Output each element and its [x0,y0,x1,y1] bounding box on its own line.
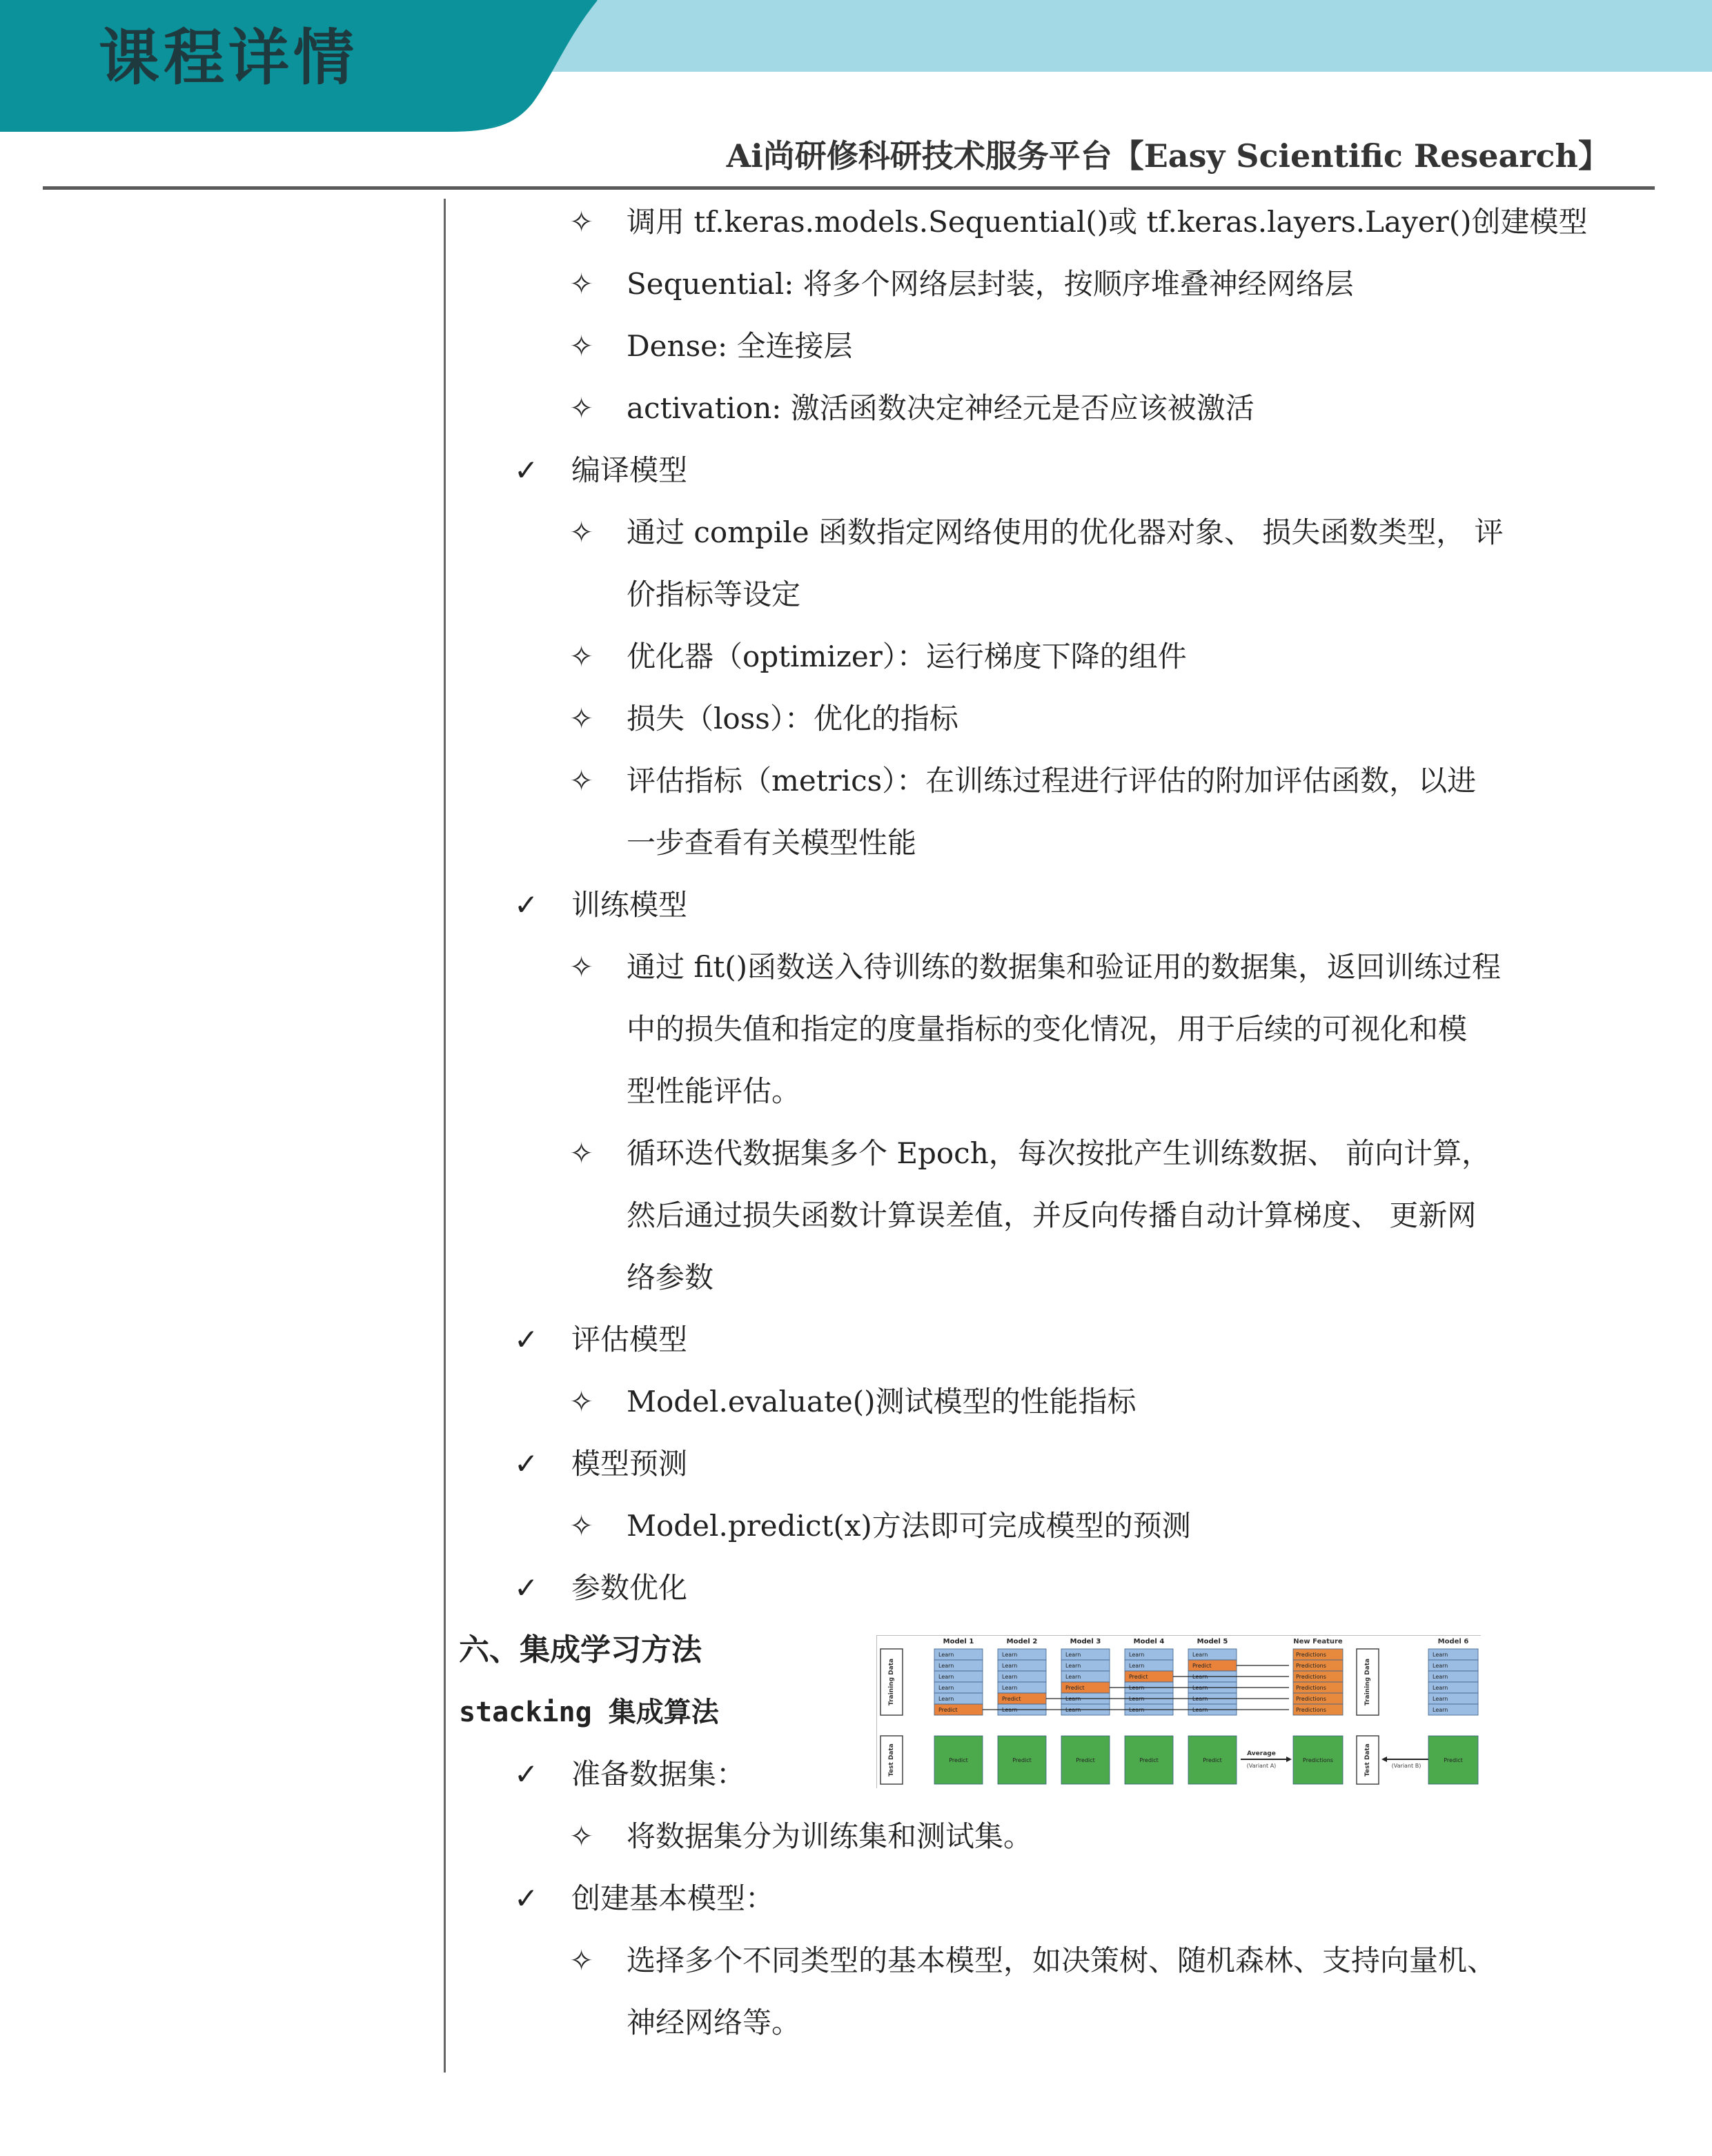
learn-cell-label: Learn [1065,1707,1081,1713]
learn-cell-label: Learn [1192,1652,1208,1658]
check-icon: ✓ [514,1571,539,1605]
learn-cell-label: Learn [1002,1674,1018,1680]
bullet-text: 选择多个不同类型的基本模型，如决策树、随机森林、支持向量机、 [627,1944,1497,1977]
variant-a-label: (Variant A) [1246,1763,1277,1769]
learn-cell-label: Learn [1192,1696,1208,1702]
learn-cell-label: Learn [1129,1707,1145,1713]
model6-label: Model 6 [1437,1638,1469,1645]
header-rule [43,186,1655,190]
bullet-text-cont: 神经网络等。 [627,2006,801,2039]
diamond-icon: ✧ [569,1944,594,1977]
learn-cell-label: Learn [1192,1685,1208,1691]
predict-cell-label: Predict [1002,1696,1021,1702]
predict-cell-label: Predict [1065,1685,1085,1691]
prediction-cell-label: Predictions [1296,1696,1326,1702]
bullet-text-cont: 一步查看有关模型性能 [627,826,917,860]
predict-cell-label: Predict [1129,1674,1148,1680]
bullet-text: 评估指标（metrics）：在训练过程进行评估的附加评估函数，以进 [627,764,1477,798]
learn-cell-label: Learn [1129,1696,1145,1702]
bullet-text-cont: 络参数 [627,1260,714,1294]
diamond-icon: ✧ [569,515,594,549]
bullet-text-cont: 然后通过损失函数计算误差值，并反向传播自动计算梯度、 更新网 [627,1198,1477,1232]
bullet-text-cont: 型性能评估。 [627,1074,801,1108]
bullet-text: 通过 fit()函数送入待训练的数据集和验证用的数据集，返回训练过程 [627,950,1502,984]
stacking-diagram [876,1635,1481,1788]
bullet-text: 损失（loss）：优化的指标 [627,702,958,735]
prediction-cell-label: Predictions [1296,1674,1326,1680]
learn-cell-label: Learn [1433,1652,1448,1658]
learn-cell-label: Learn [938,1663,954,1669]
learn-cell-label: Learn [1433,1707,1448,1713]
test-predict-label: Predict [1012,1757,1032,1763]
learn-cell-label: Learn [1065,1696,1081,1702]
new-feature-label: New Feature [1293,1638,1343,1645]
diamond-icon: ✧ [569,1385,594,1418]
diamond-icon: ✧ [569,764,594,798]
learn-cell-label: Learn [938,1674,954,1680]
left-margin-rule [444,199,446,2073]
learn-cell-label: Learn [1433,1663,1448,1669]
bullet-text: 通过 compile 函数指定网络使用的优化器对象、 损失函数类型， 评 [627,515,1504,549]
model-label: Model 2 [1006,1638,1038,1645]
check-icon: ✓ [514,453,539,487]
predict-cell-label: Predict [938,1707,958,1713]
learn-cell-label: Learn [1129,1652,1145,1658]
subsection-heading: stacking 集成算法 [459,1697,719,1728]
section-item: 参数优化 [571,1571,688,1605]
platform-name: Ai尚研修科研技术服务平台【Easy Scientific Research】 [726,137,1610,175]
learn-cell-label: Learn [1002,1663,1018,1669]
model6-column [1428,1649,1478,1715]
check-icon: ✓ [514,1323,539,1356]
learn-cell-label: Learn [1129,1685,1145,1691]
section-item: 评估模型 [571,1323,688,1356]
page-title: 课程详情 [99,22,359,93]
test-predictions-label: Predictions [1303,1757,1333,1763]
test-predict-label: Predict [1139,1757,1159,1763]
learn-cell-label: Learn [1192,1674,1208,1680]
prediction-cell-label: Predictions [1296,1652,1326,1658]
training-data-label-left: Training Data [888,1658,895,1706]
average-label: Average [1247,1750,1276,1757]
test-predict-label: Predict [949,1757,968,1763]
check-icon: ✓ [514,1757,539,1791]
bullet-text: Sequential: 将多个网络层封装，按顺序堆叠神经网络层 [627,267,1354,301]
bullet-text-cont: 价指标等设定 [627,577,801,611]
section-item: 模型预测 [571,1447,688,1481]
test-predict-label: Predict [1076,1757,1095,1763]
diamond-icon: ✧ [569,205,594,239]
section-heading: 六、集成学习方法 [459,1632,702,1668]
model-label: Model 1 [943,1638,974,1645]
model-label: Model 5 [1197,1638,1228,1645]
diamond-icon: ✧ [569,1819,594,1853]
check-icon: ✓ [514,1447,539,1481]
bullet-text: 循环迭代数据集多个 Epoch，每次按批产生训练数据、 前向计算， [627,1136,1491,1170]
learn-cell-label: Learn [1065,1663,1081,1669]
prediction-cell-label: Predictions [1296,1663,1326,1669]
bullet-text: activation: 激活函数决定神经元是否应该被激活 [627,391,1255,425]
learn-cell-label: Learn [1433,1685,1448,1691]
learn-cell-label: Learn [1002,1707,1018,1713]
model-label: Model 4 [1133,1638,1165,1645]
section-item: 编译模型 [571,453,688,487]
diamond-icon: ✧ [569,640,594,673]
new-feature-column [1293,1649,1343,1715]
test-data-label-right: Test Data [1364,1743,1371,1777]
learn-cell-label: Learn [938,1652,954,1658]
section-item: 训练模型 [571,888,688,922]
learn-cell-label: Learn [1065,1652,1081,1658]
bullet-text-cont: 中的损失值和指定的度量指标的变化情况，用于后续的可视化和模 [627,1012,1468,1046]
bullet-text: 调用 tf.keras.models.Sequential()或 tf.keras.layers.Layer()创建模型 [627,205,1588,239]
model6-predict-label: Predict [1444,1757,1463,1763]
learn-cell-label: Learn [1065,1674,1081,1680]
bullet-text: 将数据集分为训练集和测试集。 [627,1819,1033,1853]
test-data-label-left: Test Data [888,1743,895,1777]
prediction-cell-label: Predictions [1296,1707,1326,1713]
bullet-text: 优化器（optimizer）：运行梯度下降的组件 [627,640,1187,673]
test-predict-label: Predict [1203,1757,1222,1763]
learn-cell-label: Learn [1192,1707,1208,1713]
section-item: 创建基本模型： [571,1881,775,1915]
prediction-cell-label: Predictions [1296,1685,1326,1691]
learn-cell-label: Learn [1433,1674,1448,1680]
section-item: 准备数据集： [571,1757,746,1791]
training-data-label-right: Training Data [1364,1658,1371,1706]
bullet-text: Dense: 全连接层 [627,329,853,363]
learn-cell-label: Learn [938,1696,954,1702]
variant-b-label: (Variant B) [1391,1763,1421,1769]
model-label: Model 3 [1070,1638,1101,1645]
diamond-icon: ✧ [569,329,594,363]
diamond-icon: ✧ [569,1509,594,1543]
check-icon: ✓ [514,1881,539,1915]
learn-cell-label: Learn [938,1685,954,1691]
learn-cell-label: Learn [1129,1663,1145,1669]
learn-cell-label: Learn [1002,1685,1018,1691]
bullet-text: Model.evaluate()测试模型的性能指标 [627,1385,1137,1418]
check-icon: ✓ [514,888,539,922]
diamond-icon: ✧ [569,950,594,984]
diamond-icon: ✧ [569,391,594,425]
predict-cell-label: Predict [1192,1663,1212,1669]
learn-cell-label: Learn [1002,1652,1018,1658]
diamond-icon: ✧ [569,1136,594,1170]
diamond-icon: ✧ [569,267,594,301]
diamond-icon: ✧ [569,702,594,735]
learn-cell-label: Learn [1433,1696,1448,1702]
bullet-text: Model.predict(x)方法即可完成模型的预测 [627,1509,1191,1543]
